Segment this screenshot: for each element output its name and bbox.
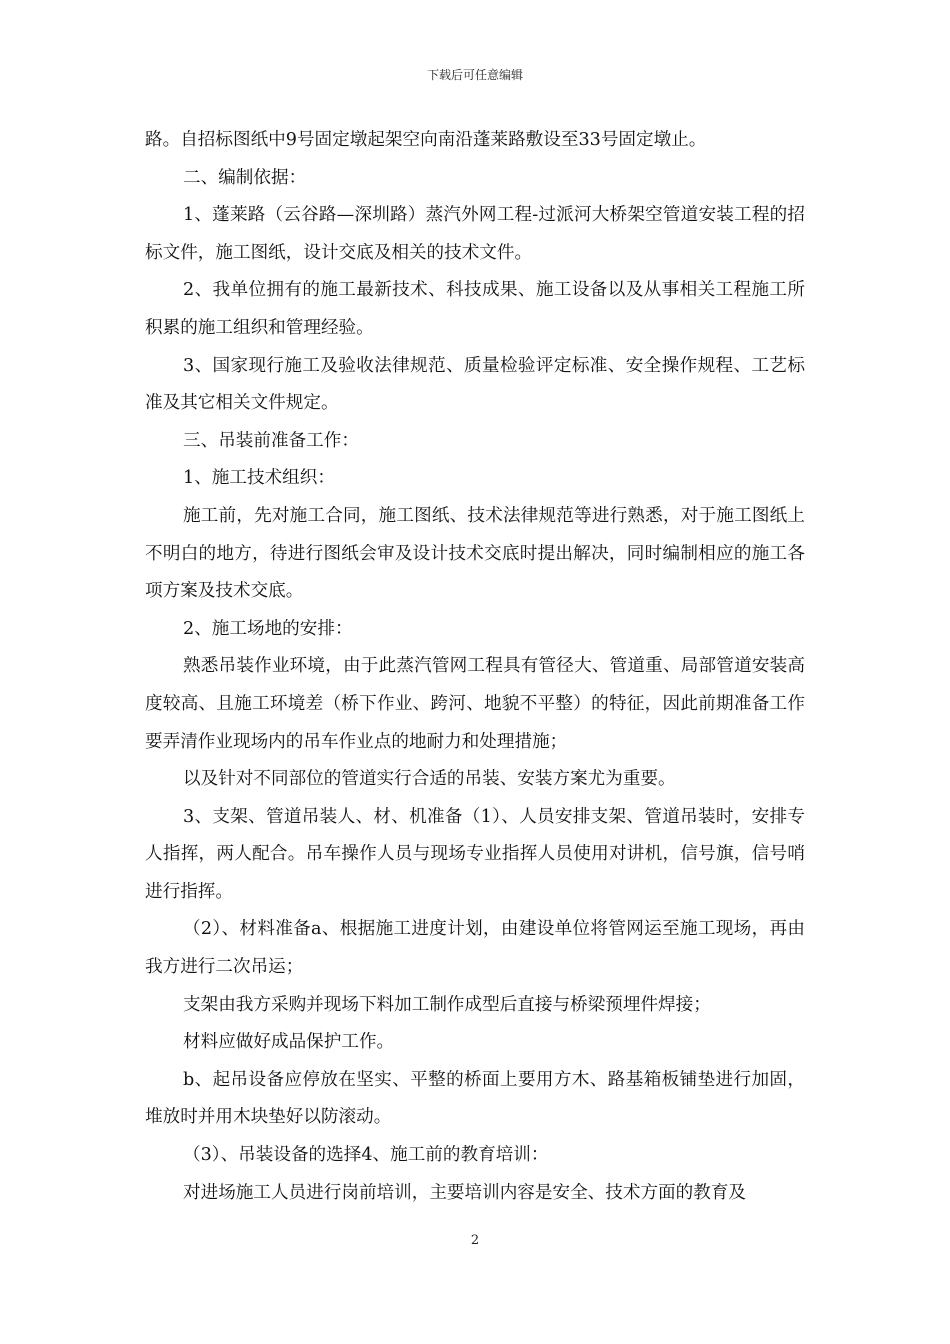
section-heading: 二、编制依据： [183,167,307,188]
paragraph: （2）、材料准备a、根据施工进度计划，由建设单位将管网运至施工现场，再由我方进行二次吊运； [145,919,805,978]
section-heading: 三、吊装前准备工作： [183,430,359,451]
paragraph: 以及针对不同部位的管道实行合适的吊装、安装方案尤为重要。 [183,769,676,790]
paragraph: 熟悉吊装作业环境，由于此蒸汽管网工程具有管径大、管道重、局部管道安装高度较高、且施工环境差（桥下作业、跨河、地貌不平整）的特征，因此前期准备工作要弄清作业现场内的吊车作业点的地耐力和处理措施； [145,656,805,752]
paragraph: 3、国家现行施工及验收法律规范、质量检验评定标准、安全操作规程、工艺标准及其它相关文件规定。 [145,355,805,414]
page-number: 2 [470,1233,480,1248]
paragraph: 路。自招标图纸中9号固定墩起架空向南沿蓬莱路敷设至33号固定墩止。 [145,130,707,150]
subsection-heading: 1、施工技术组织： [183,468,335,489]
paragraph: 支架由我方采购并现场下料加工制作成型后直接与桥梁预埋件焊接； [183,994,711,1015]
paragraph: 2、我单位拥有的施工最新技术、科技成果、施工设备以及从事相关工程施工所积累的施工组织和管理经验。 [145,280,805,338]
paragraph: b、起吊设备应停放在坚实、平整的桥面上要用方木、路基箱板铺垫进行加固，堆放时并用木块垫好以防滚动。 [145,1069,805,1128]
paragraph: 1、蓬莱路（云谷路—深圳路）蒸汽外网工程-过派河大桥架空管道安装工程的招标文件，施工图纸，设计交底及相关的技术文件。 [145,205,805,263]
paragraph: 对进场施工人员进行岗前培训，主要培训内容是安全、技术方面的教育及 [183,1182,747,1203]
subsection-heading: 2、施工场地的安排： [183,618,353,639]
paragraph: 材料应做好成品保护工作。 [183,1032,395,1053]
paragraph: 3、支架、管道吊装人、材、机准备（1）、人员安排支架、管道吊装时，安排专人指挥，两人配合。吊车操作人员与现场专业指挥人员使用对讲机，信号旗，信号哨进行指挥。 [145,806,805,902]
paragraph: 施工前，先对施工合同，施工图纸、技术法律规范等进行熟悉，对于施工图纸上不明白的地方，待进行图纸会审及设计技术交底时提出解决，同时编制相应的施工各项方案及技术交底。 [145,505,805,602]
document-body [145,122,805,1212]
paragraph: （3）、吊装设备的选择4、施工前的教育培训： [183,1145,549,1166]
page-header: 下载后可任意编辑 [426,68,523,82]
